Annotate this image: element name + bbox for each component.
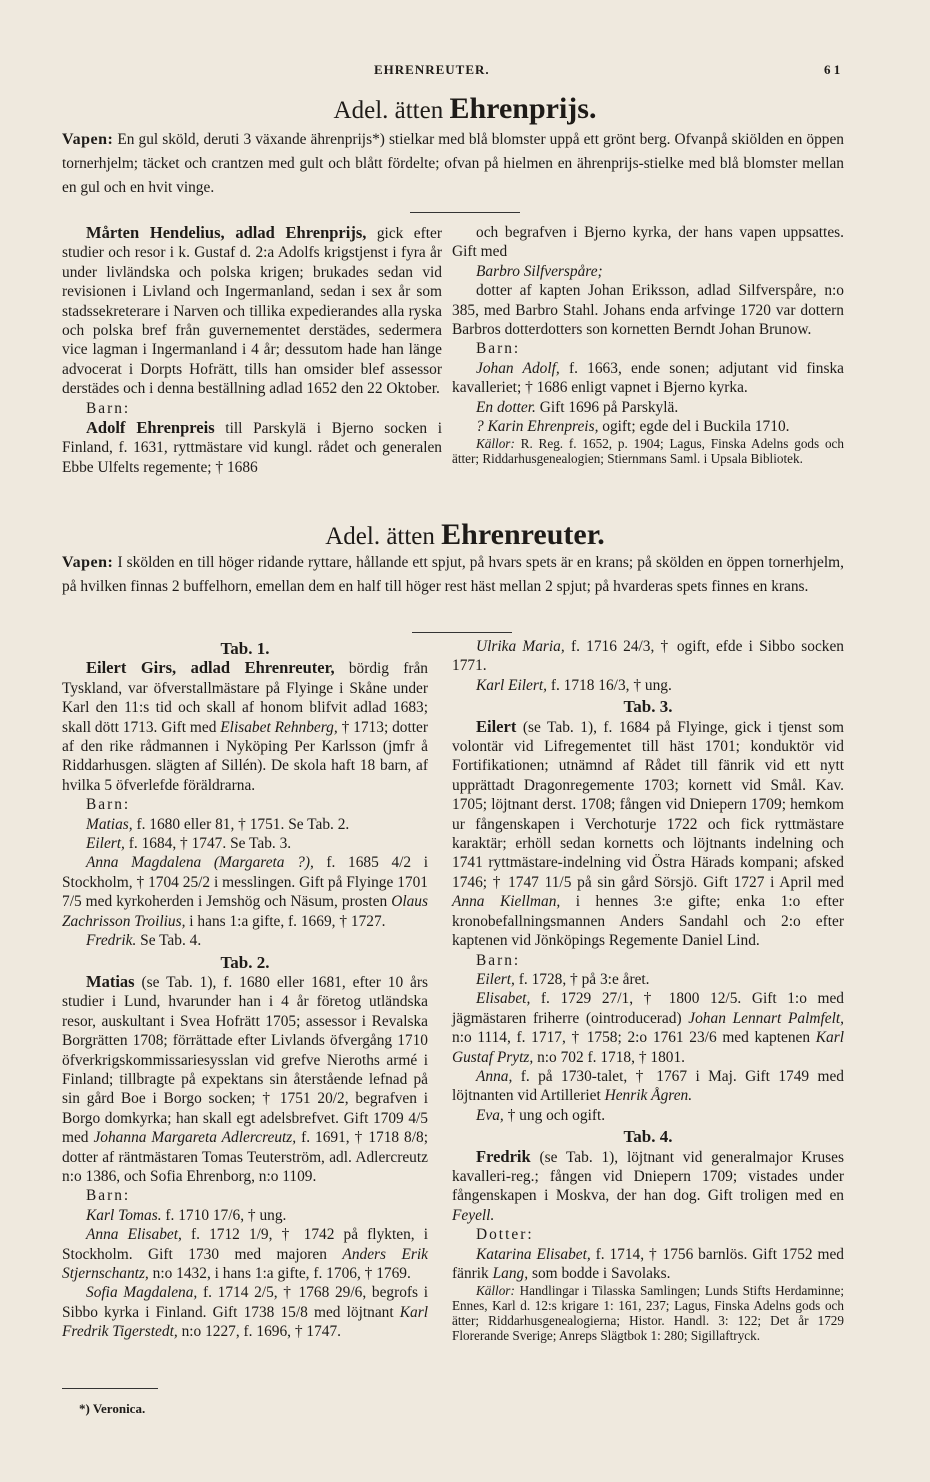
genealogy-entry (62, 1225, 428, 1283)
entry-text: f. 1716 24/3, † ogift, efde i Sibbo socken 1771. (452, 638, 845, 675)
italic-name: Sofia Magdalena, (86, 1284, 198, 1302)
table-heading: Tab. 4. (623, 1127, 673, 1147)
family-name: Ehrenreuter. (441, 518, 605, 551)
genealogy-entry (452, 223, 844, 262)
family-name: Ehrenprijs. (449, 92, 597, 125)
italic-name: ? Karin Ehrenpreis, (476, 418, 599, 436)
genealogy-entry (62, 972, 428, 1186)
ehrenprijs-left-column (62, 223, 442, 477)
entry-text: f. 1663, ende sonen; adjutant vid finska kavalleriet; † 1686 enligt vapnet i Bjerno kyrka. (452, 359, 844, 397)
italic-name: Matias, (86, 815, 133, 833)
genealogy-entry (452, 970, 844, 989)
person-name: Mårten Hendelius, adlad Ehrenprijs, (86, 223, 367, 242)
ehrenprijs-right-column (452, 223, 844, 466)
section-heading-ehrenreuter: Adel. ätten Ehrenreuter. (325, 518, 605, 551)
divider (410, 212, 520, 213)
entry-text: n:o 1227, f. 1696, † 1747. (177, 1323, 342, 1341)
entry-text: f. 1728, † på 3:e året. (514, 970, 650, 988)
table-heading: Tab. 1. (220, 639, 270, 658)
italic-name: Anna Elisabet, (86, 1226, 182, 1244)
italic-name: Johan Lennart Palmfelt, (688, 1009, 845, 1027)
page-number: 6 1 (824, 62, 841, 77)
italic-name: Elisabet Rehnberg, (220, 718, 338, 736)
entry-text: f. på 1730-talet, † 1767 i Maj. Gift 1749 med löjtnanten vid Artilleriet (452, 1067, 844, 1105)
table-heading: Tab. 2. (220, 952, 270, 972)
entry-text: f. 1729 27/1, † 1800 12/5. Gift 1:o med jägmästaren friherre (ointroducerad) (452, 990, 844, 1027)
genealogy-entry (452, 1147, 844, 1226)
genealogy-entry (62, 1283, 428, 1341)
italic-name: Johanna Margareta Adlercreutz, (93, 1129, 297, 1147)
entry-text: f. 1685 4/2 i Stockholm, † 1704 25/2 i messlingen. Gift på Flyinge 1701 7/5 med kyrkoherden i Jemshög och Näsum, prosten (62, 854, 429, 911)
italic-name: Eilert, (86, 835, 125, 853)
genealogy-entry (62, 815, 428, 834)
italic-name: Katarina Elisabet, (476, 1245, 591, 1263)
italic-name: Olaus Zachrisson Troilius, (62, 893, 428, 930)
entry-text: n:o 702 f. 1718, † 1801. (533, 1048, 685, 1066)
entry-text: f. 1680 eller 81, † 1751. Se Tab. 2. (132, 815, 350, 833)
vapen-label: Vapen: (62, 131, 114, 148)
genealogy-entry (62, 1206, 428, 1225)
genealogy-entry (452, 1106, 844, 1125)
label-text: Barn: (86, 1187, 131, 1205)
entry-text: gick efter studier och resor i k. Gustaf d. 2:a Adolfs krigstjenst i fyra år under livländska och polska krigen; brukades sedan vid revisionen i Livland och Ingermanland, sedan i sex år som stadssekreterare i Narven och tillika expedierandes alla ryska och polska bref från guvernementet derstädes, sedermera vice lagman i Ingermanland i 4 år; dessutom hade han länge advocerat i Dorpts Hofrätt, tills han omsider blef assessor derstädes och i denna beställning adlad 1652 den 22 Oktober. (62, 225, 442, 398)
genealogy-entry (452, 398, 844, 417)
genealogy-entry (452, 676, 844, 695)
italic-name: Henrik Ågren. (604, 1087, 693, 1105)
entry-text: (se Tab. 1), f. 1684 på Flyinge, gick i tjenst som volontär vid Lifregementet till häst 1701; konduktör vid Fortifikationen; utnämnd af Rådet till fänrik vid ett nytt upprättadt Dragonregemente 1703; kornett vid Smål. Kav. 1705; löjtnant derst. 1708; fången vid Dniepern 1709; hemkom ur fångenskapen i Verchoturje 1722 och fick ryttmästare karaktär; erhöll sedan kornetts och löjtnants indelning och 1741 ryttmästare-indelning vid Östra Härads kompani; afsked 1746; † 1747 11/5 på sin gård Sörsjö. Gift 1727 i April med (452, 718, 844, 891)
genealogy-entry (452, 637, 844, 676)
person-name: Fredrik (476, 1146, 531, 1166)
divider (412, 632, 512, 633)
label-text: Dotter: (476, 1226, 534, 1244)
italic-name: Anna Kiellman, (452, 893, 561, 911)
children-label (62, 795, 428, 814)
sources-label: Källor: (476, 1283, 515, 1299)
genealogy-entry (62, 931, 428, 950)
person-name: Eilert (476, 716, 517, 736)
genealogy-entry (62, 418, 442, 477)
genealogy-entry (452, 989, 844, 1067)
ehrenreuter-right-column (452, 637, 844, 1343)
footnote-divider (62, 1388, 158, 1389)
running-title: EHRENREUTER. (374, 62, 490, 77)
genealogy-entry (452, 281, 844, 339)
vapen-text: En gul sköld, deruti 3 växande ährenprijs*) stielkar med blå blomster uppå ett grönt berg. Ofvanpå skiölden en öppen tornerhjelm; täcket och crantzen med gult och blått fördelte; ofvan på hielmen en ährenprijs-stielke med blå blomster mellan en gul och en hvit vinge. (62, 131, 844, 196)
italic-name: Fredrik. (86, 932, 137, 950)
person-name: Adolf Ehrenpreis (86, 418, 215, 438)
entry-text: dotter af kapten Johan Eriksson, adlad Silfverspåre, n:o 385, med Barbro Stahl. Johans enda arfvinge 1720 var dottern Barbros dotterdotters son kornetten Berndt Johan Brunow. (452, 282, 844, 339)
genealogy-entry (452, 417, 844, 436)
entry-text: (se Tab. 1), löjtnant vid generalmajor Kruses kavalleri-reg.; fången vid Dniepern 1709; vistades under fångenskapen i Moskva, der han dog. Gift troligen med en (452, 1148, 844, 1205)
italic-name: Lang, (492, 1265, 529, 1282)
genealogy-entry (62, 223, 442, 399)
sources (452, 1283, 844, 1343)
entry-text: f. 1718 16/3, † ung. (546, 676, 672, 694)
italic-name: Anders Erik Stjernschantz, (62, 1245, 428, 1282)
genealogy-entry (452, 1245, 844, 1284)
italic-name: Johan Adolf, (476, 359, 560, 377)
entry-text: till Parskylä i Bjerno socken i Finland, f. 1631, ryttmästare vid kungl. rådet och generalen Ebbe Ulfelts regemente; † 1686 (62, 420, 442, 476)
genealogy-entry (62, 834, 428, 853)
genealogy-entry (452, 262, 844, 281)
genealogy-entry (452, 1067, 844, 1106)
label-text: Barn: (86, 796, 131, 814)
children-label (452, 1225, 844, 1244)
sources-text: R. Reg. f. 1652, p. 1904; Lagus, Finska Adelns gods och ätter; Riddarhusgenealogien; Stiernmans Saml. i Upsala Bibliotek. (452, 436, 844, 467)
entry-text: † 1713; dotter af den rike rådmannen i Nyköping Per Karlsson (jmfr å Riddarhusgen. slägten af Sillén). De skola haft 18 barn, af hvilka 5 öfverlefde föräldrarna. (62, 718, 428, 794)
label-text: Barn: (476, 951, 521, 969)
entry-text: f. 1710 17/6, † ung. (161, 1206, 287, 1224)
italic-name: Barbro Silfverspåre; (476, 262, 603, 280)
italic-name: Anna, (476, 1067, 513, 1085)
italic-name: Eilert, (476, 970, 515, 988)
italic-name: Eva, (476, 1106, 504, 1124)
entry-text: n:o 1432, i hans 1:a gifte, f. 1706, † 1769. (148, 1265, 411, 1282)
footnote: *) Veronica. (79, 1401, 146, 1416)
genealogy-entry (452, 717, 844, 951)
genealogy-entry (62, 853, 428, 931)
children-label (452, 339, 844, 358)
running-head (0, 62, 930, 80)
entry-text: † ung och ogift. (503, 1106, 606, 1124)
entry-text: f. 1712 1/9, † 1742 på flykten, i Stockholm. Gift 1730 med majoren (62, 1226, 428, 1263)
entry-text: i hans 1:a gifte, f. 1669, † 1727. (185, 912, 386, 930)
vapen-label: Vapen: (62, 554, 114, 571)
italic-name: En dotter. (476, 398, 536, 416)
italic-name: Karl Eilert, (476, 676, 547, 694)
coat-of-arms-ehrenprijs (62, 128, 844, 200)
table-heading: Tab. 3. (623, 697, 673, 717)
genealogy-entry (62, 658, 428, 795)
sources-text: Handlingar i Tilasska Samlingen; Lunds Stifts Herdaminne; Ennes, Karl d. 12:s krigare 1: 161, 237; Lagus, Finska Adelns gods och ätter; Riddarhusgenealogierna; Histor. Handl. 3: 122; Det år 1729 Florerande Sverige; Anreps Slägtbok 1: 280; Sigillaftryck. (452, 1283, 844, 1344)
entry-text: f. 1684, † 1747. Se Tab. 3. (124, 835, 292, 853)
italic-name: Karl Gustaf Prytz, (452, 1029, 844, 1066)
sources (452, 436, 844, 466)
genealogy-entry (452, 359, 844, 398)
entry-text: f. 1714 2/5, † 1768 29/6, begrofs i Sibbo kyrka i Finland. Gift 1738 15/8 med löjtnant (62, 1284, 429, 1321)
italic-name: Anna Magdalena (Margareta ?), (86, 854, 314, 872)
children-label (62, 399, 442, 418)
entry-text: ogift; egde del i Buckila 1710. (598, 418, 790, 436)
ehrenreuter-left-column (62, 637, 428, 1342)
person-name: Eilert Girs, adlad Ehrenreuter, (86, 658, 335, 678)
italic-name: Ulrika Maria, (476, 638, 565, 655)
entry-text: Gift 1696 på Parskylä. (535, 398, 679, 416)
italic-name: Karl Fredrik Tigerstedt, (62, 1303, 428, 1341)
label-text: Barn: (476, 340, 521, 358)
entry-text: bördig från Tyskland, var öfverstallmästare på Flyinge i Skåne under Karl den 11:s tid och skall af honom blifvit adlad 1683; skall dött 1713. Gift med (62, 660, 429, 736)
italic-name: Elisabet, (476, 990, 531, 1008)
vapen-text: I skölden en till höger ridande ryttare, hållande ett spjut, på hvars spets är en krans; på skölden en öppen tornerhjelm, på hvilken finnas 2 buffelhorn, emellan dem en half till höger rest häst mellan 2 spjut; på hvarderas spets finnes en krans. (62, 554, 844, 595)
entry-text: f. 1714, † 1756 barnlös. Gift 1752 med fänrik (452, 1245, 844, 1282)
section-heading-ehrenprijs: Adel. ätten Ehrenprijs. (333, 92, 597, 125)
entry-text: i hennes 3:e gifte; enka 1:o efter kronobefallningsmannen Anders Sandahl och 2:o efter kaptenen vid Jönköpings Regemente Daniel Lind. (452, 893, 844, 950)
person-name: Matias (86, 971, 135, 991)
entry-text: f. 1691, † 1718 8/8; dotter af räntmästaren Tomas Teuterström, adl. Adlercreutz n:o 1386, och Sofia Ehrenborg, n:o 1109. (62, 1129, 428, 1185)
entry-text: Se Tab. 4. (136, 932, 202, 950)
label-text: Barn: (86, 399, 131, 417)
sources-label: Källor: (476, 436, 515, 452)
entry-text: (se Tab. 1), f. 1680 eller 1681, efter 10 års studier i Lund, hvarunder han i 4 år företog utländska resor, auskultant i Svea Hofrätt 1705; assessor i Revalska Borgrätten 1708; förrättade efter Livlands öfvergång 1710 öfverkrigskommissariesysslan vid grefve Nieroths armé i Finland; tillbragte på expektans sin återstående lefnad på sin gård Boe i Borgo socken; † 1751 20/2, begrafven i Borgo domkyrka; han skall egt adelsbrefvet. Gift 1709 4/5 med (62, 973, 428, 1147)
entry-text: n:o 1114, f. 1717, † 1758; 2:o 1761 23/6 med kaptenen (452, 1029, 816, 1047)
italic-name: Karl Tomas. (86, 1206, 162, 1224)
children-label (452, 951, 844, 970)
children-label (62, 1186, 428, 1205)
entry-text: och begrafven i Bjerno kyrka, der hans vapen uppsattes. Gift med (452, 224, 844, 261)
italic-name: Feyell. (452, 1206, 495, 1224)
entry-text: som bodde i Savolaks. (528, 1265, 671, 1282)
coat-of-arms-ehrenreuter (62, 551, 844, 599)
